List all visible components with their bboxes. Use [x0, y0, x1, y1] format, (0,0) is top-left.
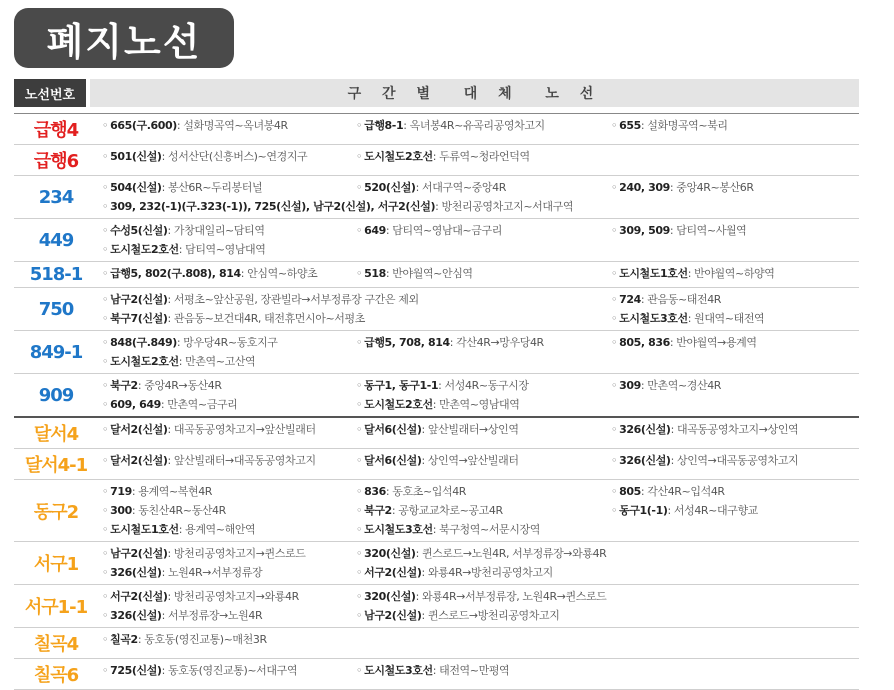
alternative-route-item: [102, 395, 237, 414]
alternative-route-item: [102, 606, 262, 625]
alternative-route-item: [611, 333, 757, 352]
alternative-line: [98, 221, 859, 240]
route-number: 서구1: [33, 554, 79, 575]
table-row: [14, 542, 859, 585]
table-row: [14, 374, 859, 418]
route-section: : 동호동(영진교통)~매천3R: [137, 633, 267, 646]
route-section: : 각산4R~입석4R: [640, 485, 725, 498]
bullet-icon: ◦: [102, 267, 109, 280]
alternative-route-item: [356, 116, 545, 135]
route-name: 도시철도1호선: [110, 523, 179, 536]
route-name: 848(구.849): [110, 336, 177, 349]
route-section: : 동호초~입석4R: [385, 485, 467, 498]
route-name: 도시철도2호선: [110, 355, 179, 368]
route-section: : 공항교교차로~공고4R: [391, 504, 503, 517]
route-section: : 방천리공영차고지→와룡4R: [167, 590, 299, 603]
route-section: : 앞산빌래터→대곡동공영차고지: [167, 454, 316, 467]
alternative-routes: [98, 147, 859, 173]
route-name: 도시철도3호선: [364, 523, 433, 536]
bullet-icon: ◦: [611, 379, 618, 392]
alternative-route-item: [611, 451, 798, 470]
alternative-routes: [98, 333, 859, 371]
route-name: 665(구.600): [110, 119, 177, 132]
alternative-routes: [98, 116, 859, 142]
alternative-route-item: [102, 544, 305, 563]
alternative-route-item: [611, 482, 725, 501]
route-name: 518: [364, 267, 386, 280]
route-name: 남구2(신설): [364, 609, 422, 622]
alternative-line: [98, 240, 859, 259]
route-name: 도시철도3호선: [364, 664, 433, 677]
route-name: 급행5, 802(구.808), 814: [110, 267, 241, 280]
alternative-routes: [98, 630, 859, 656]
bullet-icon: ◦: [356, 609, 363, 622]
alternative-route-item: [356, 563, 553, 582]
table-row: [14, 628, 859, 659]
route-section: : 담티역~영남대~금구리: [385, 224, 502, 237]
route-table: [14, 113, 859, 690]
route-name: 북구7(신설): [110, 312, 168, 325]
bullet-icon: ◦: [356, 523, 363, 536]
route-section: : 옥녀봉4R~유곡리공영차고지: [403, 119, 545, 132]
alternative-route-item: [611, 309, 764, 328]
alternative-route-item: [611, 376, 721, 395]
route-name: 326(신설): [619, 423, 671, 436]
alternative-route-item: [102, 264, 317, 283]
alternative-routes: [98, 376, 859, 414]
table-row: [14, 114, 859, 145]
table-row: [14, 659, 859, 690]
alternative-line: [98, 563, 859, 582]
alternative-route-item: [356, 264, 473, 283]
route-name: 719: [110, 485, 132, 498]
route-name: 도시철도3호선: [619, 312, 688, 325]
alternative-route-item: [356, 544, 606, 563]
alternative-route-item: [356, 661, 509, 680]
route-section: : 만촌역~영남대역: [432, 398, 520, 411]
alternative-route-item: [356, 606, 559, 625]
route-number: 750: [38, 298, 74, 320]
route-number: 518-1: [29, 264, 83, 285]
bullet-icon: ◦: [102, 566, 109, 579]
route-name: 북구2: [110, 379, 138, 392]
alternative-routes: [98, 178, 859, 216]
alternative-line: [98, 606, 859, 625]
alternative-route-item: [102, 587, 299, 606]
alternative-route-item: [611, 420, 798, 439]
alternative-route-item: [356, 221, 502, 240]
alternative-route-item: [356, 482, 466, 501]
bullet-icon: ◦: [102, 398, 109, 411]
route-number: 급행4: [33, 120, 79, 141]
alternative-route-item: [356, 376, 529, 395]
alternative-route-item: [102, 482, 212, 501]
alternative-routes: [98, 587, 859, 625]
bullet-icon: ◦: [102, 504, 109, 517]
route-section: : 앞산빌래터→상인역: [421, 423, 519, 436]
alternative-route-item: [102, 352, 255, 371]
table-row: [14, 219, 859, 262]
route-name: 수성5(신설): [110, 224, 168, 237]
alternative-routes: [98, 290, 859, 328]
route-name: 309, 509: [619, 224, 670, 237]
route-name: 724: [619, 293, 641, 306]
table-row: [14, 480, 859, 542]
bullet-icon: ◦: [611, 504, 618, 517]
alternative-route-item: [356, 147, 530, 166]
alternative-route-item: [102, 178, 262, 197]
route-section: : 북구청역~서문시장역: [432, 523, 540, 536]
table-header: [14, 79, 859, 107]
bullet-icon: ◦: [356, 504, 363, 517]
table-row: [14, 585, 859, 628]
alternative-route-item: [611, 116, 728, 135]
route-name: 서구2(신설): [364, 566, 422, 579]
route-name: 도시철도1호선: [619, 267, 688, 280]
route-section: : 봉산6R~두리봉터널: [161, 181, 263, 194]
alternative-line: [98, 264, 859, 283]
alternative-route-item: [611, 501, 758, 520]
alternative-line: [98, 376, 859, 395]
bullet-icon: ◦: [611, 423, 618, 436]
alternative-route-item: [356, 587, 606, 606]
bullet-icon: ◦: [102, 336, 109, 349]
route-section: : 담티역~영남대역: [178, 243, 266, 256]
alternative-route-item: [102, 197, 573, 216]
route-section: : 와룡4R→방천리공영차고지: [421, 566, 553, 579]
route-name: 남구2(신설): [110, 547, 168, 560]
alternative-route-item: [102, 630, 267, 649]
bullet-icon: ◦: [356, 398, 363, 411]
route-name: 달서6(신설): [364, 423, 422, 436]
route-section: : 만촌역~고산역: [178, 355, 256, 368]
route-section: : 서성4R~동구시장: [438, 379, 529, 392]
route-name: 805, 836: [619, 336, 670, 349]
route-name: 급행5, 708, 814: [364, 336, 450, 349]
route-name: 501(신설): [110, 150, 162, 163]
alternative-line: [98, 630, 859, 649]
alternative-routes: [98, 451, 859, 477]
alternative-route-item: [102, 309, 365, 328]
route-name: 309, 232(-1)(구.323(-1)), 725(신설), 남구2(신설), 서구2(신설): [110, 200, 436, 213]
route-section: : 설화명곡역~옥녀봉4R: [176, 119, 288, 132]
table-row: [14, 418, 859, 449]
route-name: 320(신설): [364, 547, 416, 560]
alternative-route-item: [102, 221, 265, 240]
route-name: 805: [619, 485, 641, 498]
alternative-routes: [98, 420, 859, 446]
alternative-route-item: [611, 178, 754, 197]
alternative-line: [98, 420, 859, 439]
route-number: 달서4: [33, 424, 79, 445]
route-name: 도시철도2호선: [364, 150, 433, 163]
route-section: : 방천리공영차고지~서대구역: [435, 200, 574, 213]
route-section: : 서부정류장→노원4R: [161, 609, 263, 622]
alternative-line: [98, 482, 859, 501]
bullet-icon: ◦: [102, 312, 109, 325]
bullet-icon: ◦: [611, 119, 618, 132]
route-name: 칠곡2: [110, 633, 138, 646]
route-section: : 서평초~앞산공원, 장관빌라→서부정류장 구간은 제외: [167, 293, 419, 306]
alternative-routes: [98, 264, 859, 285]
bullet-icon: ◦: [102, 485, 109, 498]
bullet-icon: ◦: [102, 633, 109, 646]
route-section: : 퀸스로드→방천리공영차고지: [421, 609, 560, 622]
route-number: 달서4-1: [24, 455, 88, 476]
route-section: : 망우당4R~동호지구: [176, 336, 278, 349]
route-name: 520(신설): [364, 181, 416, 194]
route-section: : 반야월역~안심역: [385, 267, 473, 280]
alternative-line: [98, 147, 859, 166]
alternative-line: [98, 309, 859, 328]
alternative-route-item: [102, 240, 266, 259]
table-row: [14, 288, 859, 331]
bullet-icon: ◦: [102, 454, 109, 467]
bullet-icon: ◦: [356, 454, 363, 467]
route-section: : 상인역→대곡동공영차고지: [670, 454, 799, 467]
route-section: : 서대구역~중앙4R: [415, 181, 506, 194]
alternative-route-item: [102, 520, 255, 539]
route-name: 326(신설): [110, 566, 162, 579]
alternative-line: [98, 501, 859, 520]
route-name: 649: [364, 224, 386, 237]
route-number: 동구2: [33, 501, 79, 523]
route-name: 300: [110, 504, 132, 517]
route-name: 급행8-1: [364, 119, 404, 132]
alternative-routes: [98, 221, 859, 259]
route-section: : 동호동(영진교통)~서대구역: [161, 664, 298, 677]
bullet-icon: ◦: [356, 119, 363, 132]
bullet-icon: ◦: [356, 336, 363, 349]
bullet-icon: ◦: [102, 523, 109, 536]
route-number: 449: [38, 229, 74, 251]
alternative-line: [98, 178, 859, 197]
table-row: [14, 262, 859, 288]
bullet-icon: ◦: [102, 609, 109, 622]
route-name: 동구1(-1): [619, 504, 668, 517]
alternative-route-item: [102, 376, 222, 395]
route-number: 서구1-1: [24, 597, 88, 618]
route-name: 309: [619, 379, 641, 392]
alternative-line: [98, 290, 859, 309]
route-name: 504(신설): [110, 181, 162, 194]
bullet-icon: ◦: [102, 293, 109, 306]
route-name: 동구1, 동구1-1: [364, 379, 439, 392]
header-route-number: 노선번호: [14, 79, 86, 107]
bullet-icon: ◦: [102, 590, 109, 603]
route-name: 240, 309: [619, 181, 670, 194]
bullet-icon: ◦: [356, 181, 363, 194]
bullet-icon: ◦: [102, 119, 109, 132]
route-name: 도시철도2호선: [364, 398, 433, 411]
route-section: : 중앙4R~봉산6R: [669, 181, 754, 194]
route-section: : 대곡동공영차고지→상인역: [670, 423, 799, 436]
alternative-line: [98, 544, 859, 563]
route-section: : 원대역~태전역: [687, 312, 765, 325]
alternative-routes: [98, 482, 859, 539]
route-section: : 중앙4R→동산4R: [137, 379, 222, 392]
route-number: 909: [38, 384, 74, 406]
route-name: 달서6(신설): [364, 454, 422, 467]
route-section: : 방천리공영차고지→퀸스로드: [167, 547, 306, 560]
alternative-route-item: [102, 501, 226, 520]
route-name: 725(신설): [110, 664, 162, 677]
route-name: 도시철도2호선: [110, 243, 179, 256]
bullet-icon: ◦: [102, 181, 109, 194]
alternative-line: [98, 661, 859, 680]
bullet-icon: ◦: [102, 200, 109, 213]
route-number: 칠곡6: [33, 665, 79, 686]
alternative-line: [98, 520, 859, 539]
route-name: 서구2(신설): [110, 590, 168, 603]
table-row: [14, 331, 859, 374]
route-name: 326(신설): [619, 454, 671, 467]
bullet-icon: ◦: [356, 379, 363, 392]
bullet-icon: ◦: [611, 336, 618, 349]
bullet-icon: ◦: [611, 224, 618, 237]
route-section: : 반야월역→용계역: [669, 336, 757, 349]
alternative-route-item: [102, 661, 297, 680]
bullet-icon: ◦: [611, 312, 618, 325]
alternative-route-item: [102, 420, 316, 439]
route-name: 북구2: [364, 504, 392, 517]
alternative-line: [98, 587, 859, 606]
bullet-icon: ◦: [102, 423, 109, 436]
alternative-route-item: [356, 333, 544, 352]
bullet-icon: ◦: [611, 181, 618, 194]
table-row: [14, 176, 859, 219]
page-title: 폐지노선: [14, 8, 234, 68]
bullet-icon: ◦: [102, 224, 109, 237]
alternative-line: [98, 451, 859, 470]
route-section: : 대곡동공영차고지→앞산빌래터: [167, 423, 316, 436]
route-number: 급행6: [33, 151, 79, 172]
route-section: : 관음동~보건대4R, 태전휴먼시아~서평초: [167, 312, 365, 325]
route-section: : 노원4R→서부정류장: [161, 566, 263, 579]
alternative-route-item: [356, 520, 540, 539]
bullet-icon: ◦: [356, 566, 363, 579]
alternative-route-item: [611, 290, 721, 309]
alternative-line: [98, 197, 859, 216]
bullet-icon: ◦: [102, 243, 109, 256]
route-name: 320(신설): [364, 590, 416, 603]
alternative-route-item: [102, 290, 419, 309]
table-row: [14, 145, 859, 176]
alternative-route-item: [356, 395, 520, 414]
route-section: : 두류역~청라언덕역: [432, 150, 530, 163]
route-section: : 반야월역~하양역: [687, 267, 775, 280]
bullet-icon: ◦: [356, 590, 363, 603]
route-section: : 용계역~복현4R: [131, 485, 213, 498]
bullet-icon: ◦: [356, 150, 363, 163]
bullet-icon: ◦: [356, 485, 363, 498]
alternative-line: [98, 333, 859, 352]
bullet-icon: ◦: [102, 150, 109, 163]
route-number: 849-1: [29, 341, 83, 363]
route-name: 836: [364, 485, 386, 498]
route-name: 달서2(신설): [110, 454, 168, 467]
alternative-route-item: [356, 178, 506, 197]
alternative-route-item: [611, 221, 746, 240]
alternative-routes: [98, 661, 859, 687]
route-section: : 안심역~하양초: [240, 267, 318, 280]
bullet-icon: ◦: [611, 267, 618, 280]
bullet-icon: ◦: [356, 664, 363, 677]
route-section: : 태전역~만평역: [432, 664, 510, 677]
route-section: : 동친산4R~동산4R: [131, 504, 226, 517]
alternative-routes: [98, 544, 859, 582]
alternative-route-item: [356, 420, 519, 439]
route-name: 655: [619, 119, 641, 132]
bullet-icon: ◦: [102, 547, 109, 560]
route-section: : 담티역~사월역: [669, 224, 747, 237]
route-name: 남구2(신설): [110, 293, 168, 306]
alternative-line: [98, 116, 859, 135]
bullet-icon: ◦: [356, 224, 363, 237]
bullet-icon: ◦: [611, 485, 618, 498]
alternative-route-item: [102, 451, 316, 470]
header-alternatives: 구 간 별 대 체 노 선: [90, 79, 859, 107]
alternative-route-item: [102, 116, 288, 135]
bullet-icon: ◦: [611, 454, 618, 467]
alternative-route-item: [611, 264, 775, 283]
alternative-route-item: [102, 333, 278, 352]
bullet-icon: ◦: [102, 664, 109, 677]
route-number: 칠곡4: [33, 634, 79, 655]
route-section: : 용계역~해안역: [178, 523, 256, 536]
route-section: : 설화명곡역~북리: [640, 119, 728, 132]
route-section: : 가창대일리~담티역: [167, 224, 265, 237]
route-section: : 상인역→앞산빌래터: [421, 454, 519, 467]
route-section: : 각산4R→망우당4R: [449, 336, 544, 349]
alternative-line: [98, 395, 859, 414]
bullet-icon: ◦: [356, 267, 363, 280]
bullet-icon: ◦: [611, 293, 618, 306]
alternative-route-item: [102, 563, 262, 582]
bullet-icon: ◦: [102, 355, 109, 368]
route-number: 234: [38, 186, 74, 208]
route-name: 326(신설): [110, 609, 162, 622]
bullet-icon: ◦: [102, 379, 109, 392]
alternative-route-item: [356, 451, 519, 470]
alternative-route-item: [356, 501, 503, 520]
alternative-line: [98, 352, 859, 371]
route-section: : 만촌역~경산4R: [640, 379, 722, 392]
bullet-icon: ◦: [356, 547, 363, 560]
table-row: [14, 449, 859, 480]
route-section: : 관음동~태전4R: [640, 293, 722, 306]
route-name: 609, 649: [110, 398, 161, 411]
route-section: : 서성4R~대구향교: [667, 504, 758, 517]
bullet-icon: ◦: [356, 423, 363, 436]
route-section: : 퀸스로드→노원4R, 서부정류장→와룡4R: [415, 547, 607, 560]
route-section: : 성서산단(신흥버스)~연경지구: [161, 150, 308, 163]
alternative-route-item: [102, 147, 307, 166]
route-section: : 만촌역~금구리: [160, 398, 238, 411]
route-name: 달서2(신설): [110, 423, 168, 436]
route-section: : 와룡4R→서부정류장, 노원4R→퀸스로드: [415, 590, 607, 603]
